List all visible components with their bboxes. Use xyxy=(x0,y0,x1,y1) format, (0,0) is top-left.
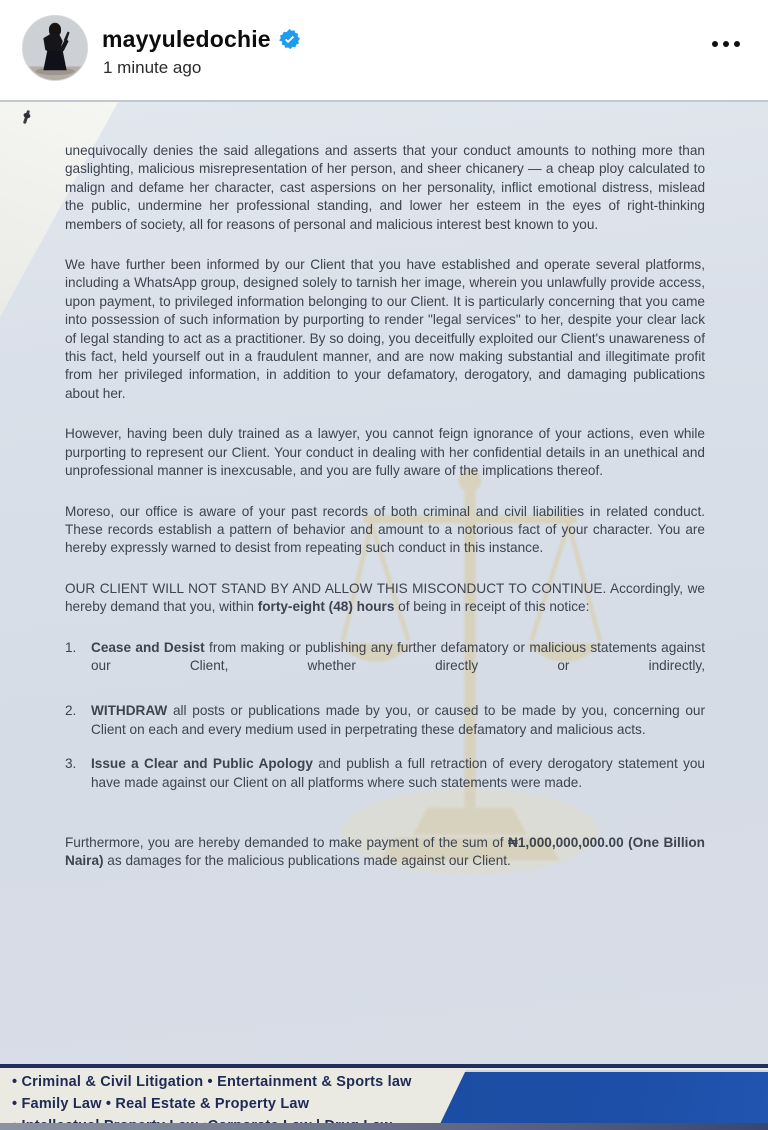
avatar[interactable] xyxy=(22,15,88,81)
practice-areas-list xyxy=(12,1071,412,1130)
letter-paragraph xyxy=(65,503,705,558)
post-header xyxy=(0,0,768,100)
letter-paragraph xyxy=(65,580,705,617)
letter-paragraph xyxy=(65,425,705,480)
letter-body xyxy=(65,142,705,893)
letter-list-item xyxy=(65,755,705,792)
letter-text: We have further been informed by our Client that you have established and operate several platforms, including a WhatsApp group, designed solely to tarnish her image, wherein you unlawfully provide access, upon payment, to privileged information belonging to our Client. It is particularly concerning that you came into possession of such information by purporting to render "legal services" to her, despite your clear lack of legal standing to act as a practitioner. By so doing, you deceitfully exploited our Client's unawareness of this fact, held yourself out in a fraudulent manner, and are now making substantial and illegitimate profit from her privileged information, in addition to your defamatory, derogatory, and damaging publications about her. xyxy=(65,257,705,401)
letter-text: of being in receipt of this notice: xyxy=(394,599,590,615)
letter-text: Moreso, our office is aware of your past records of both criminal and civil liabilities in related conduct. These records establish a pattern of behavior and amount to a notorious fact of your character. You are hereby expressly warned to desist from repeating such conduct in this instance. xyxy=(65,503,705,556)
letter-text: unequivocally denies the said allegations and asserts that your conduct amounts to nothing more than gaslighting, malicious misrepresentation of her person, and sheer chicanery — a cheap ploy calculated to malign and defame her character, cast aspersions on her personality, inflict emotional distress, mislead the public, undermine her professional standing, and lower her esteem in the eyes of right-thinking members of society, all for reasons of personal and malicious interest best known to you. xyxy=(65,143,705,232)
list-item-text xyxy=(91,755,705,792)
letter-paragraph xyxy=(65,142,705,234)
letter-text: from making or publishing any further defamatory or malicious statements against our Client, whether directly or indirectly, xyxy=(91,639,705,673)
post-timestamp: 1 minute ago xyxy=(103,58,202,77)
law-firm-footer xyxy=(0,1064,768,1130)
letter-text-bold: forty-eight (48) hours xyxy=(257,599,395,615)
practice-area-line: • Family Law • Real Estate & Property Law xyxy=(12,1096,310,1112)
list-marker: 2. xyxy=(65,703,77,719)
letter-text: and publish a full retraction of every derogatory statement you have made against our Client on all platforms where such statements were made. xyxy=(91,756,705,790)
letter-paragraph xyxy=(65,834,705,871)
letter-text-bold: Cease and Desist xyxy=(91,639,205,655)
avatar-photo-woman-in-black-dress xyxy=(23,16,87,80)
list-marker: 3. xyxy=(65,756,77,772)
letter-text: OUR CLIENT WILL NOT STAND BY AND ALLOW THIS MISCONDUCT TO CONTINUE. Accordingly, we hereby demand that you, within xyxy=(65,580,705,615)
staple-mark xyxy=(23,110,30,124)
ellipsis-icon xyxy=(712,41,718,47)
username[interactable]: mayyuledochie xyxy=(102,26,271,52)
post-image-legal-letter[interactable] xyxy=(0,100,768,1130)
list-item-text xyxy=(91,702,705,739)
letter-list-item xyxy=(65,702,705,739)
letter-paragraph xyxy=(65,256,705,403)
letter-text: all posts or publications made by you, or caused to be made by you, concerning our Client on each and every medium used in perpetrating these defamatory and malicious acts. xyxy=(91,703,705,737)
letter-text: as damages for the malicious publications made against our Client. xyxy=(103,853,511,869)
letter-text-bold: ₦1,000,000,000.00 (One Billion Naira) xyxy=(65,834,705,869)
letter-text: Furthermore, you are hereby demanded to make payment of the sum of xyxy=(65,834,508,850)
letter-text-bold: Issue a Clear and Public Apology xyxy=(91,756,313,772)
footer-blue-parallelogram xyxy=(440,1070,768,1124)
more-options-button[interactable] xyxy=(704,34,748,54)
verified-badge-icon xyxy=(279,29,300,50)
letter-text-bold: WITHDRAW xyxy=(91,703,168,719)
practice-area-line: • Criminal & Civil Litigation • Entertainment & Sports law xyxy=(12,1074,412,1090)
list-item-text xyxy=(91,639,705,676)
letter-list-item xyxy=(65,639,705,676)
letter-text: However, having been duly trained as a lawyer, you cannot feign ignorance of your actions, even while purporting to represent our Client. Your conduct in dealing with her confidential details in an unethical and unprofessional manner is inexcusable, and you are fully aware of the implications thereof. xyxy=(65,426,705,479)
list-marker: 1. xyxy=(65,639,77,655)
photo-bottom-edge xyxy=(0,1123,768,1130)
